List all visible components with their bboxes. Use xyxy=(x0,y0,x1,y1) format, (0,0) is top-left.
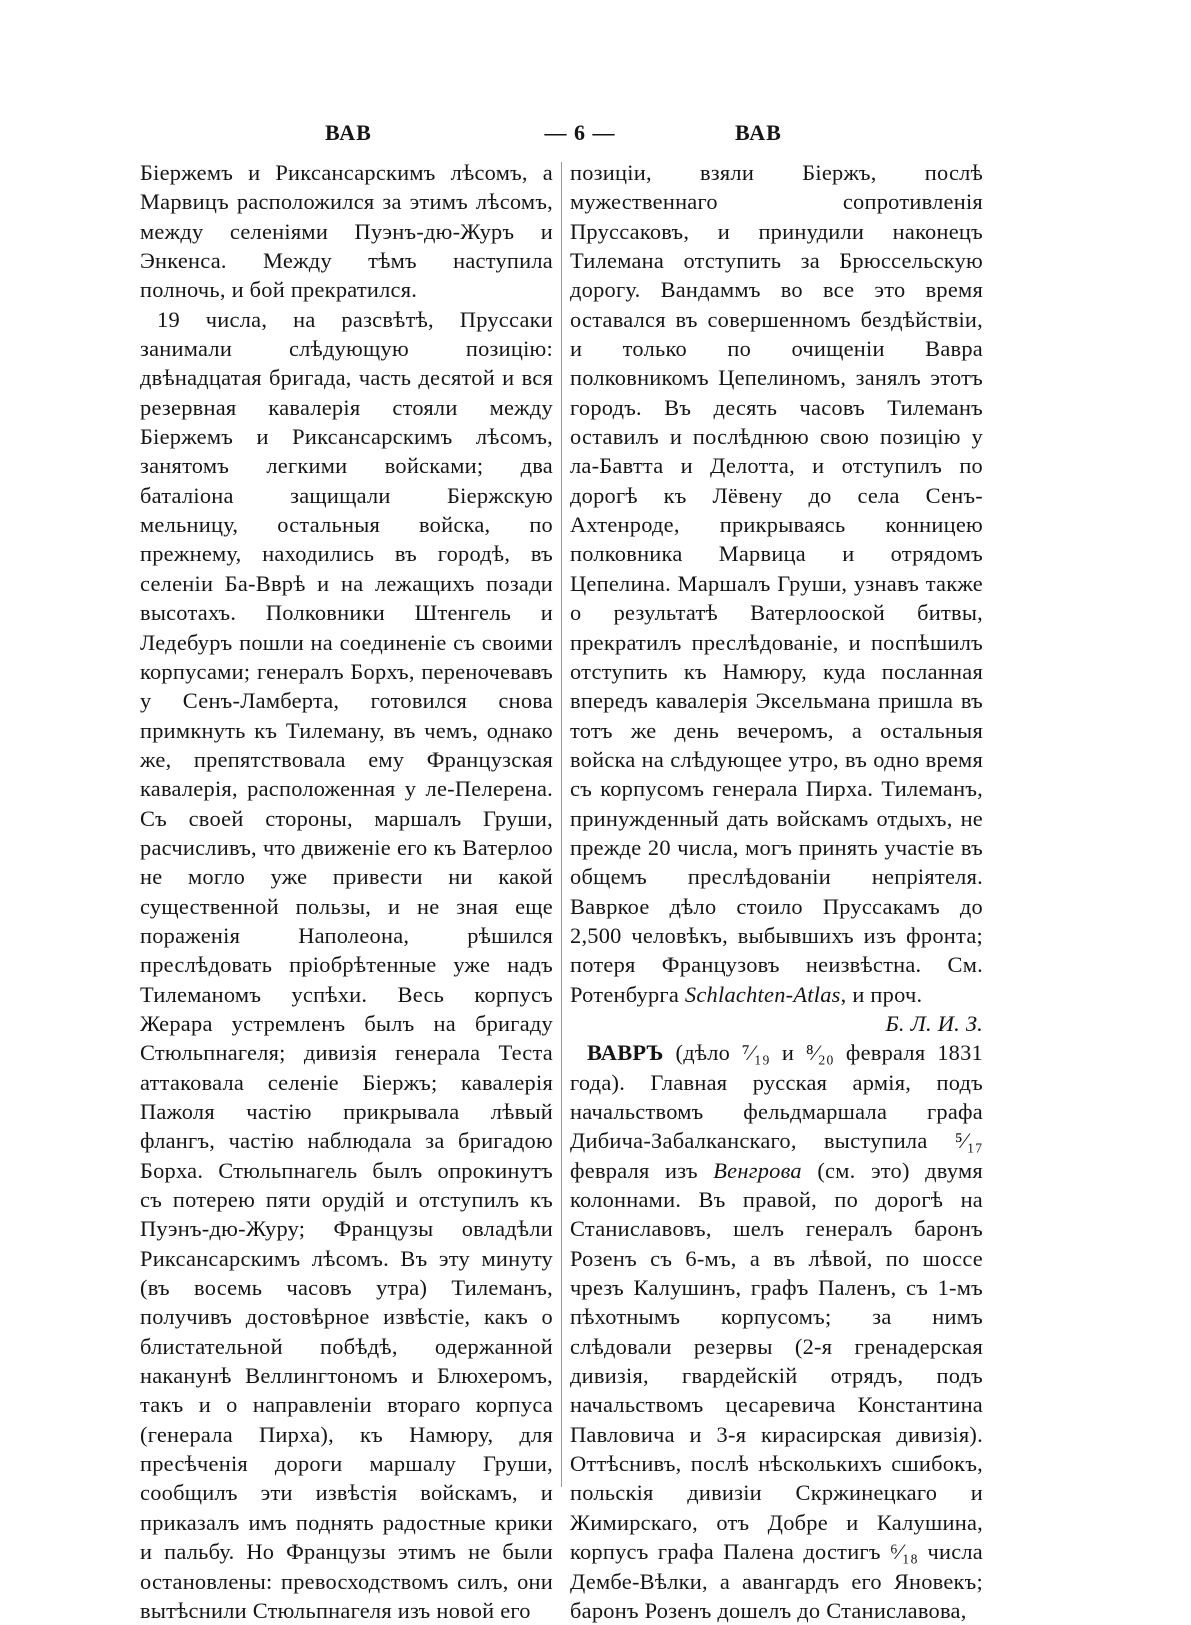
header-left-keyword: ВАВ xyxy=(325,120,372,145)
entry-text-2: (см. это) двумя колоннами. Въ правой, по дорогѣ на Станиславовъ, шелъ генералъ баронъ Розенъ съ 6-мъ, а въ лѣвой, по шоссе чрезъ Калушинъ, графъ Паленъ, съ 1-мъ пѣхотнымъ корпусомъ; за нимъ слѣдовали резервы (2-я гренадерская дивизія, гвардейскій отрядъ, подъ начальствомъ цесаревича Константина Павловича и 3-я кирасирская дивизія). Оттѣснивъ, послѣ нѣсколькихъ сшибокъ, польскія дивизіи Скржинецкаго и Жимирскаго, отъ Добре и Калушина, корпусъ графа Палена достигъ ⁶⁄₁₈ числа Дембе-Вѣлки, а авангардъ его Яновекъ; баронъ Розенъ дошелъ до Станиславова, xyxy=(570,1157,983,1623)
right-paragraph-1-tail: , и проч. xyxy=(840,981,923,1007)
header-right-keyword: ВАВ xyxy=(735,120,782,145)
entry-headword: ВАВРЪ xyxy=(587,1040,664,1066)
right-paragraph-1-text: позиціи, взяли Біержъ, послѣ мужественнаго сопротивленія Пруссаковъ, и принудили наконецъ Тилемана отступить за Брюссельскую дорогу. Вандаммъ во все это время оставался въ совершенномъ бездѣйствіи, и только по очищеніи Вавра полковникомъ Цепелиномъ, занялъ этотъ городъ. Въ десять часовъ Тилеманъ оставилъ и послѣднюю свою позицію у ла-Бавтта и Делотта, и отступилъ по дорогѣ къ Лёвену до села Сенъ-Ахтенроде, прикрываясь конницею полковника Марвица и отрядомъ Цепелина. Маршалъ Груши, узнавъ также о результатѣ Ватерлооской битвы, прекратилъ преслѣдованіе, и поспѣшилъ отступить къ Намюру, куда посланная впередъ кавалерія Эксельмана пришла въ тотъ же день вечеромъ, а остальныя войска на слѣдующее утро, въ одно время съ корпусомъ генерала Пирха. Тилеманъ, принужденный дать войскамъ отдыхъ, не прежде 20 числа, могъ принять участіе въ общемъ преслѣдованіи непріятеля. Вавркое дѣло стоило Пруссакамъ до 2,500 человѣкъ, выбывшихъ изъ фронта; потеря Французовъ неизвѣстна. См. Ротенбурга xyxy=(570,160,983,1007)
entry-vavr xyxy=(570,1038,983,1625)
running-header xyxy=(0,120,1191,150)
left-paragraph-1: Біержемъ и Риксансарскимъ лѣсомъ, а Марвицъ расположился за этимъ лѣсомъ, между селеніями Пуэнъ-дю-Журъ и Энкенса. Между тѣмъ наступила полночь, и бой прекратился. xyxy=(140,160,553,303)
page-number: — 6 — xyxy=(544,120,616,145)
atlas-title: Schlachten-Atlas xyxy=(684,981,841,1007)
entry-text-1: (дѣло ⁷⁄₁₉ и ⁸⁄₂₀ февраля 1831 года). Главная русская армія, подъ начальствомъ фельдмаршала графа Дибича-Забалканскаго, выступила ⁵⁄₁₇ февраля изъ xyxy=(570,1040,983,1183)
right-paragraph-1 xyxy=(570,158,983,1036)
author-signature: Б. Л. И. З. xyxy=(885,1010,983,1036)
left-column xyxy=(140,158,553,1625)
entry-place: Венгрова xyxy=(713,1157,802,1183)
left-paragraph-2: 19 числа, на разсвѣтѣ, Пруссаки занимали слѣдующую позицію: двѣнадцатая бригада, часть десятой и вся резервная кавалерія стояли между Біержемъ и Риксансарскимъ лѣсомъ, занятомъ легкими войсками; два баталіона защищали Біержскую мельницу, остальныя войска, по прежнему, находились въ городѣ, въ селеніи Ба-Вврѣ и на лежащихъ позади высотахъ. Полковники Штенгель и Ледебуръ пошли на соединеніе съ своими корпусами; генералъ Борхъ, переночевавъ у Сенъ-Ламберта, готовился снова примкнуть къ Тилеману, въ чемъ, однако же, препятствовала ему Французская кавалерія, расположенная у ле-Пелерена. Съ своей стороны, маршалъ Груши, расчисливъ, что движеніе его къ Ватерлоо не могло уже привести ни какой существенной пользы, и не зная еще пораженія Наполеона, рѣшился преслѣдовать пріобрѣтенные уже надъ Тилеманомъ успѣхи. Весь корпусъ Жерара устремленъ былъ на бригаду Стюльпнагеля; дивизія генерала Теста аттаковала селеніе Біержъ; кавалерія Пажоля частію прикрывала лѣвый флангъ, частію наблюдала за бригадою Борха. Стюльпнагель былъ опрокинутъ съ потерею пяти орудій и отступилъ къ Пуэнъ-дю-Журу; Французы овладѣли Риксансарскимъ лѣсомъ. Въ эту минуту (въ восемь часовъ утра) Тилеманъ, получивъ достовѣрное извѣстіе, какъ о блистательной побѣдѣ, одержанной наканунѣ Веллингтономъ и Блюхеромъ, такъ и о направленіи втораго корпуса (генерала Пирха), къ Намюру, для пресѣченія дороги маршалу Груши, сообщилъ эти извѣстія войскамъ, и приказалъ имъ поднять радостные крики и пальбу. Но Французы этимъ не были остановлены: превосходствомъ силъ, они вытѣснили Стюльпнагеля изъ новой его xyxy=(140,306,553,1623)
column-divider xyxy=(561,162,562,1487)
right-column xyxy=(570,158,983,1625)
